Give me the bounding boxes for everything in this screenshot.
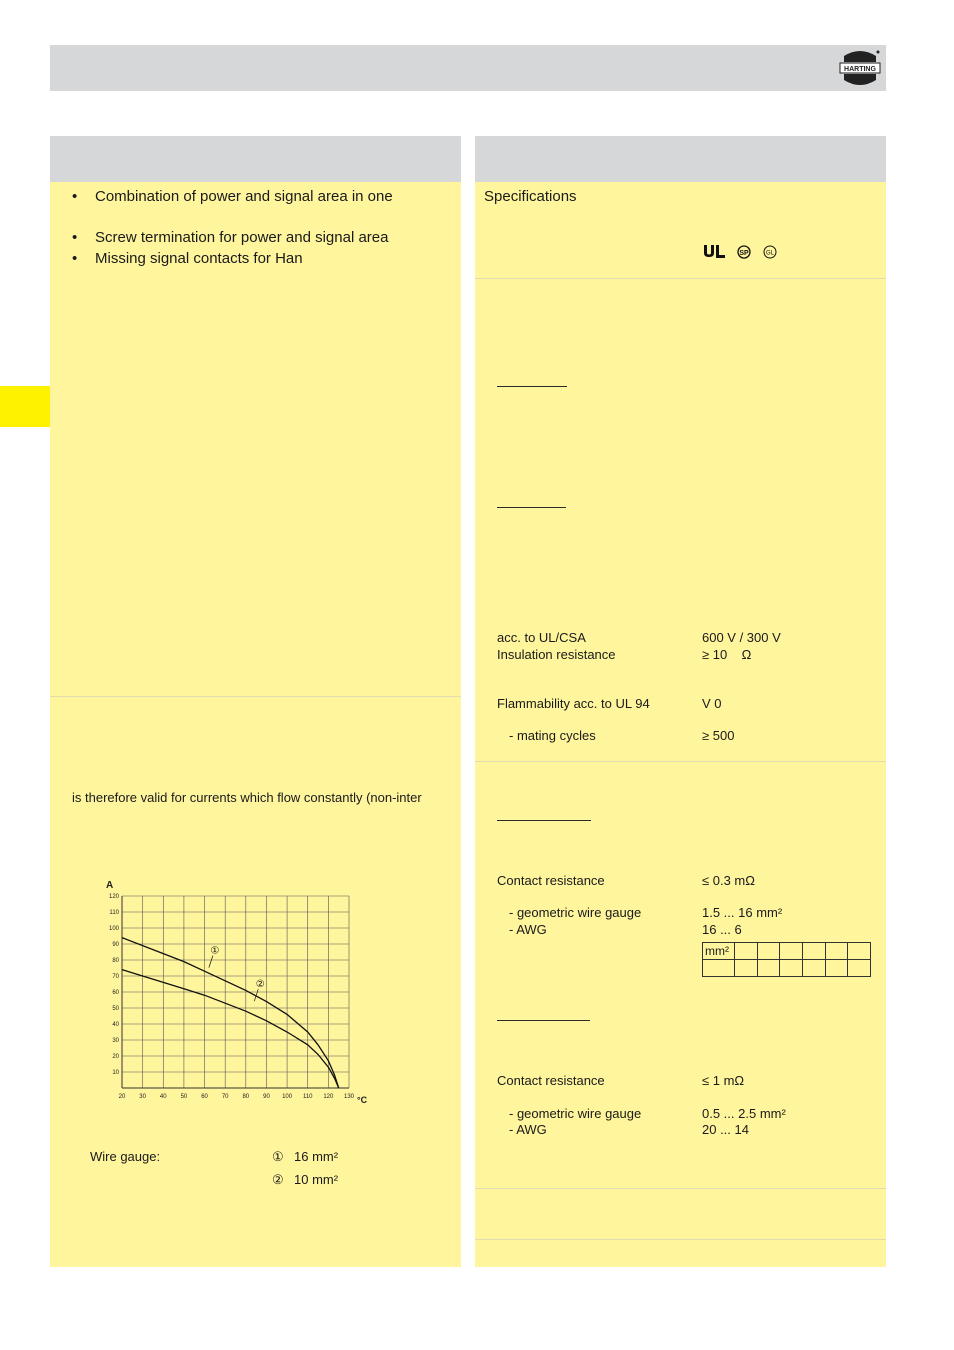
right-panel-header xyxy=(475,136,886,182)
x-tick-label: 130 xyxy=(343,1094,355,1100)
spec-label: acc. to UL/CSA xyxy=(497,630,586,645)
spec-value: 600 V / 300 V xyxy=(702,630,781,645)
bullet-text: Combination of power and signal area in one xyxy=(95,188,393,205)
x-tick-label: 70 xyxy=(221,1094,229,1100)
annotation-leader xyxy=(209,956,213,968)
logo-text: HARTING xyxy=(844,66,876,73)
signal-awg-label: - AWG xyxy=(509,1122,547,1137)
legend-value-1: 16 mm² xyxy=(294,1149,339,1164)
divider xyxy=(475,1239,886,1240)
signal-wire-gauge-value: 0.5 ... 2.5 mm² xyxy=(702,1106,786,1121)
series-line-2 xyxy=(122,970,339,1088)
y-tick-label: 80 xyxy=(112,958,119,964)
svg-text:SP: SP xyxy=(739,250,749,257)
legend-value-2: 10 mm² xyxy=(294,1172,339,1187)
table-cell xyxy=(735,960,758,977)
table-cell xyxy=(825,960,848,977)
x-tick-label: 30 xyxy=(139,1094,146,1100)
table-cell xyxy=(848,960,871,977)
section-tab-marker xyxy=(0,386,50,427)
spec-label: Flammability acc. to UL 94 xyxy=(497,696,650,711)
csa-mark-icon xyxy=(738,246,750,258)
derating-chart xyxy=(90,876,390,1116)
x-tick-label: 110 xyxy=(302,1094,313,1100)
signal-wire-gauge-label: - geometric wire gauge xyxy=(509,1106,642,1121)
signal-contact-resistance-value: ≤ 1 mΩ xyxy=(702,1073,745,1088)
svg-text:GL: GL xyxy=(765,250,775,257)
table-cell xyxy=(757,943,780,960)
left-panel-header xyxy=(50,136,461,182)
spec-value: V 0 xyxy=(702,696,722,711)
y-tick-label: 110 xyxy=(109,910,119,916)
table-cell xyxy=(757,960,780,977)
table-cell xyxy=(802,960,825,977)
signal-contact-resistance-label: Contact resistance xyxy=(497,1073,605,1088)
signal-awg-value: 20 ... 14 xyxy=(702,1122,749,1137)
power-wire-gauge-value: 1.5 ... 16 mm² xyxy=(702,905,783,920)
bullet-text: Screw termination for power and signal area xyxy=(95,229,389,246)
legend-marker-2: ② xyxy=(272,1172,284,1187)
x-tick-label: 120 xyxy=(323,1094,334,1100)
y-tick-label: 60 xyxy=(112,990,119,996)
certification-marks xyxy=(703,242,783,262)
table-cell xyxy=(780,943,803,960)
power-awg-value: 16 ... 6 xyxy=(702,922,742,937)
divider xyxy=(475,278,886,279)
specifications-title: Specifications xyxy=(484,188,577,205)
section-underline xyxy=(497,1020,590,1021)
y-tick-label: 70 xyxy=(112,974,119,980)
table-cell xyxy=(735,943,758,960)
curve-annotation-2: ② xyxy=(255,979,265,991)
x-tick-label: 100 xyxy=(282,1094,293,1100)
curve-annotation-1: ① xyxy=(210,945,220,957)
wire-gauge-label: Wire gauge: xyxy=(90,1149,161,1164)
gl-mark-icon xyxy=(764,246,776,258)
x-tick-label: 20 xyxy=(118,1094,126,1100)
y-tick-label: 90 xyxy=(112,942,119,948)
power-contact-resistance-value: ≤ 0.3 mΩ xyxy=(702,873,755,888)
y-tick-label: 40 xyxy=(112,1022,119,1028)
x-axis-label: °C xyxy=(357,1095,368,1105)
ul-mark-icon xyxy=(704,245,725,258)
power-contact-resistance-label: Contact resistance xyxy=(497,873,605,888)
divider xyxy=(50,696,461,697)
divider xyxy=(475,761,886,762)
power-awg-label: - AWG xyxy=(509,922,547,937)
y-tick-label: 100 xyxy=(108,926,119,932)
x-tick-label: 40 xyxy=(159,1094,167,1100)
y-tick-label: 120 xyxy=(108,894,119,900)
section-underline xyxy=(497,507,566,508)
table-header-cell: mm² xyxy=(703,943,735,960)
y-tick-label: 10 xyxy=(112,1070,119,1076)
y-tick-label: 20 xyxy=(112,1054,119,1060)
table-cell xyxy=(802,943,825,960)
y-axis-label: A xyxy=(106,880,114,891)
power-wire-gauge-label: - geometric wire gauge xyxy=(509,905,642,920)
harting-logo xyxy=(838,48,882,88)
spec-value: ≥ 500 xyxy=(702,728,735,743)
x-tick-label: 80 xyxy=(242,1094,250,1100)
table-cell xyxy=(780,960,803,977)
x-tick-label: 50 xyxy=(180,1094,188,1100)
legend-marker-1: ① xyxy=(272,1149,284,1164)
divider xyxy=(475,1188,886,1189)
spec-label: Insulation resistance xyxy=(497,647,616,662)
right-panel xyxy=(475,136,886,1267)
table-cell xyxy=(825,943,848,960)
section-underline xyxy=(497,386,567,387)
bullet-text: Missing signal contacts for Han xyxy=(95,250,303,267)
left-panel: • Combination of power and signal area in one • Screw termination for power and signal area • Missing signal contacts for Han is therefore valid for currents which flow constantly (non-inter 20 30 40 50 60 70 80 90 100 110 120 130 10 20 30 40 50 60 70 80 90 100 110 120 A °C ① ② Wire gauge: ① 16 mm² ② 10 mm² xyxy=(50,136,461,1267)
table-cell xyxy=(703,960,735,977)
spec-value: ≥ 10 Ω xyxy=(702,647,752,662)
spec-label: - mating cycles xyxy=(509,728,596,743)
derating-note: is therefore valid for currents which flow constantly (non-inter xyxy=(72,790,422,805)
x-tick-label: 60 xyxy=(201,1094,208,1100)
header-bar xyxy=(50,45,886,91)
table-cell xyxy=(848,943,871,960)
y-tick-label: 50 xyxy=(112,1006,119,1012)
y-tick-label: 30 xyxy=(112,1038,119,1044)
x-tick-label: 90 xyxy=(263,1094,270,1100)
section-underline xyxy=(497,820,591,821)
wire-gauge-table xyxy=(702,942,871,977)
